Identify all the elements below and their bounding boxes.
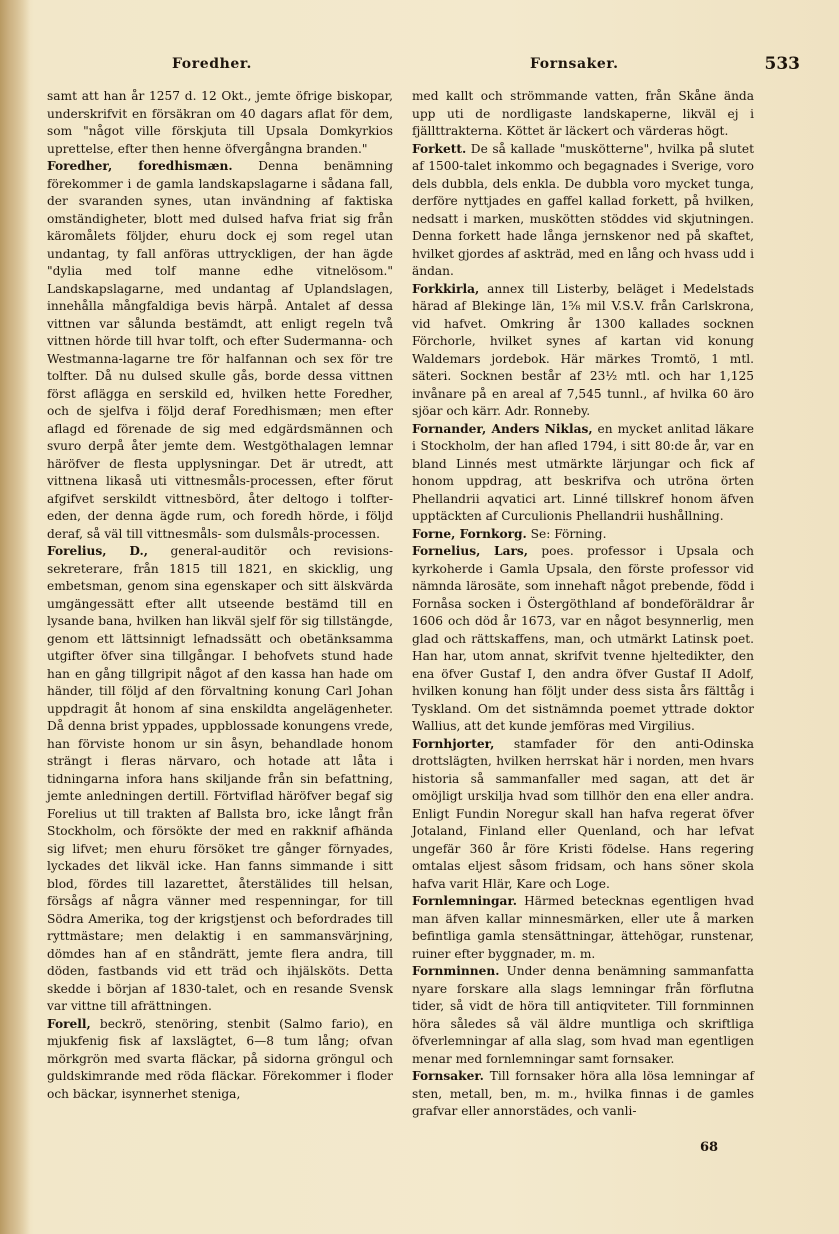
entry-headword: Fornminnen. — [412, 964, 500, 978]
entry-text: Härmed betecknas egentligen hvad man äfven kallar minnesmärken, eller ute å marken befintliga gamla stensättningar, ättehögar, runstenar, ruiner efter byggnader, m. m. — [412, 894, 754, 961]
entry-text: Till fornsaker höra alla lösa lemningar af sten, metall, ben, m. m., hvilka finnas i de gamles grafvar eller annorstädes, och vanli- — [412, 1069, 754, 1118]
entry-headword: Fornander, Anders Niklas, — [412, 421, 593, 436]
entry-fornsaker — [412, 1068, 754, 1121]
entry-text: general-auditör och revisions-sekreterare, från 1815 till 1821, en skicklig, ung embetsman, genom sina egenskaper och sitt älskvärda umgängessätt efter allt utseende bestämd till en lysande bana, hvilken han likväl sjelf för sig tillstängde, genom ett lättsinnigt lefnadssätt och obetänksamma utgifter öfver sina tillgångar. I behofvets stund hade han en gång tillgripit något af den kassa han hade om händer, till följd af den förvaltning konung Carl Johan uppdragit åt honom af sina enskildta angelägenheter. Då denna brist yppades, uppblossade konungens vrede, han förviste honom ur sin åsyn, behandlade honom strängt i fleras närvaro, och hotade att låta i tidningarna infora hans skiljande från sin befattning, jemte anledningen dertill. Förtviflad häröfver begaf sig Forelius ut till trakten af Ballsta bro, icke långt från Stockholm, och försökte der med en rakknif afhända sig lifvet; men ehuru försöket tre gånger förnyades, lyckades det likväl icke. Han fanns simmande i sitt blod, fördes till lazarettet, återstälides till helsan, försågs af några vänner med respenningar, for till Södra Amerika, tog der krigstjenst och befordrades till ryttmästare; men delaktig i en sammansvärjning, dömdes han af en ståndrätt, jemte flera andra, till döden, fastbands vid ett träd och ihjälsköts. Detta skedde i början af 1830-talet, och en resande Svensk var vittne till afrättningen. — [47, 544, 393, 1013]
entry-headword: Forkett. — [412, 141, 467, 156]
entry-text: Under denna benämning sammanfatta nyare forskare alla slags lemningar från förflutna tider, så vidt de höra till antiqviteter. Till fornminnen höra således så väl äldre muntliga och skriftliga öfverlemningar af alla slag, som hvad man egentligen menar med fornlemningar samt fornsaker. — [412, 964, 754, 1066]
left-column — [47, 88, 393, 1103]
continuation-text: samt att han år 1257 d. 12 Okt., jemte öfrige biskopar, underskrifvit en försäkran om 40 dagars aflat för dem, som "något ville förskjuta till Upsala Domkyrkios uprettelse, efter then henne öfvergångna branden." — [47, 89, 393, 156]
entry-headword: Forkkirla, — [412, 281, 480, 296]
entry-forkett — [412, 141, 754, 281]
entry-headword: Foredher, foredhismæn. — [47, 159, 233, 173]
entry-forelius — [47, 543, 393, 1016]
signature-mark: 68 — [700, 1140, 719, 1155]
entry-headword: Forelius, D., — [47, 544, 148, 558]
entry-text: Denna benämning förekommer i de gamla landskapslagarne i sådana fall, der svaranden synes, utan invändning af faktiska omständigheter, blott med dulsed hafva friat sig från käromålets följder, ehuru dock ej som regel utan undantag, ty fall anföras uttryckligen, der han ägde "dylia med tolf manne edhe vitnelösom." Landskapslagarne, med undantag af Uplandslagen, innehålla mångfaldiga bevis härpå. Antalet af dessa vittnen var sålunda bestämdt, att enligt regeln två vittnen hörde till hvar tolft, och efter Sudermanna- och Westmanna-lagarne tre för halfannan och sex för tre tolfter. Då nu dulsed skulle gås, borde dessa vittnen först aflägga en serskild ed, hvilken hette Foredher, och de sjelfva i följd deraf Foredhismæn; men efter aflagd ed förenade de sig med edgärdsmännen och svuro derpå åter jemte dem. Westgöthalagen lemnar häröfver de flesta upplysningar. Det är utredt, att vittnena likaså uti vittnesmåls-processen, efter förut afgifvet serskildt vittnesbörd, åter deltogo i tolfter-eden, der denna ägde rum, och foredh hörde, i följd deraf, så väl till vittnesmåls- som dulsmåls-processen. — [47, 159, 393, 541]
entry-headword: Fornlemningar. — [412, 894, 517, 908]
page-gutter-shadow — [0, 0, 30, 1234]
entry-headword: Fornsaker. — [412, 1069, 484, 1083]
right-column — [412, 88, 754, 1121]
entry-forne — [412, 526, 754, 544]
entry-text: De så kallade "muskötterne", hvilka på slutet af 1500-talet inkommo och begagnades i Sverige, voro dels dubbla, dels enkla. De dubbla voro mycket tunga, derföre nyttjades en gaffel kallad forkett, på hvilken, nedsatt i marken, muskötten stöddes vid skjutningen. Denna forkett hade långa jernskenor ned på skaftet, hvilket gjordes af askträd, med en lång och hvass udd i ändan. — [412, 141, 754, 278]
entry-headword: Forne, Fornkorg. — [412, 526, 527, 541]
entry-headword: Fornhjorter, — [412, 736, 495, 751]
entry-text: annex till Listerby, beläget i Medelstads härad af Blekinge län, 1⅝ mil V.S.V. från Carlskrona, vid hafvet. Omkring år 1300 kallades socknen Förchorle, hvilket synes af kartan vid konung Waldemars jordebok. Här märkes Tromtö, 1 mtl. säteri. Socknen består af 23½ mtl. och har 1,125 invånare på en areal af 7,545 tunnl., af hvilka 60 äro sjöar och kärr. Adr. Ronneby. — [412, 281, 754, 418]
left-running-title: Foredher. — [172, 56, 253, 72]
entry-fornhjorter — [412, 736, 754, 894]
entry-text: poes. professor i Upsala och kyrkoherde i Gamla Upsala, den förste professor vid nämnda lärosäte, som innehaft något prebende, född i Fornåsa socken i Östergöthland af bondeföräldrar år 1606 och död år 1673, var en något besynnerlig, men glad och rättskaffens, man, och utmärkt Latinsk poet. Han har, utom annat, skrifvit tvenne hjeltedikter, den ena öfver Gustaf I, den andra öfver Gustaf II Adolf, hvilken konung han följt under dess sista års fälttåg i Tyskland. Om det sistnämnda poemet yttrade doktor Wallius, att det kunde jemföras med Virgilius. — [412, 544, 754, 733]
entry-text: stamfader för den anti-Odinska drottslägten, hvilken herrskat här i norden, men hvars historia så sammanfaller med sagan, att det är omöjligt urskilja hvad som tillhör den ena eller andra. Enligt Fundin Noregur skall han hafva regerat öfver Jotaland, Finland eller Quenland, och har lefvat ungefär 360 år före Kristi födelse. Hans regering omtalas eljest såsom fridsam, och hans söner skola hafva varit Hlär, Kare och Loge. — [412, 736, 754, 891]
entry-forell — [47, 1016, 393, 1104]
entry-headword: Forell, — [47, 1016, 91, 1031]
page-number: 533 — [764, 54, 800, 74]
entry-fornelius — [412, 543, 754, 736]
entry-headword: Fornelius, Lars, — [412, 544, 529, 558]
continuation-text: med kallt och strömmande vatten, från Skåne ända upp uti de nordligaste landskaperne, likväl ej i fjällttrakterna. Köttet är läckert och värderas högt. — [412, 89, 754, 138]
entry-foredher — [47, 158, 393, 543]
right-running-title: Fornsaker. — [530, 56, 619, 72]
entry-text: en mycket anlitad läkare i Stockholm, der han afled 1794, i sitt 80:de år, var en bland Linnés mest utmärkte lärjungar och fick af honom uppdrag, att beskrifva och utröna örten Phellandrii aqvatici art. Linné tillskref honom äfven upptäckten af Curculionis Phellandrii hushållning. — [412, 421, 754, 523]
entry-fornlemningar — [412, 893, 754, 963]
running-header — [40, 56, 800, 80]
entry-fornander — [412, 421, 754, 526]
entry-text: beckrö, stenöring, stenbit (Salmo fario), en mjukfenig fisk af laxslägtet, 6—8 tum lång; ofvan mörkgrön med svarta fläckar, på sidorna gröngul och guldskimrande med röda fläckar. Förekommer i floder och bäckar, isynnerhet steniga, — [47, 1016, 393, 1101]
entry-fornminnen — [412, 963, 754, 1068]
entry-text: Se: Förning. — [526, 526, 607, 541]
entry-forkkirla — [412, 281, 754, 421]
